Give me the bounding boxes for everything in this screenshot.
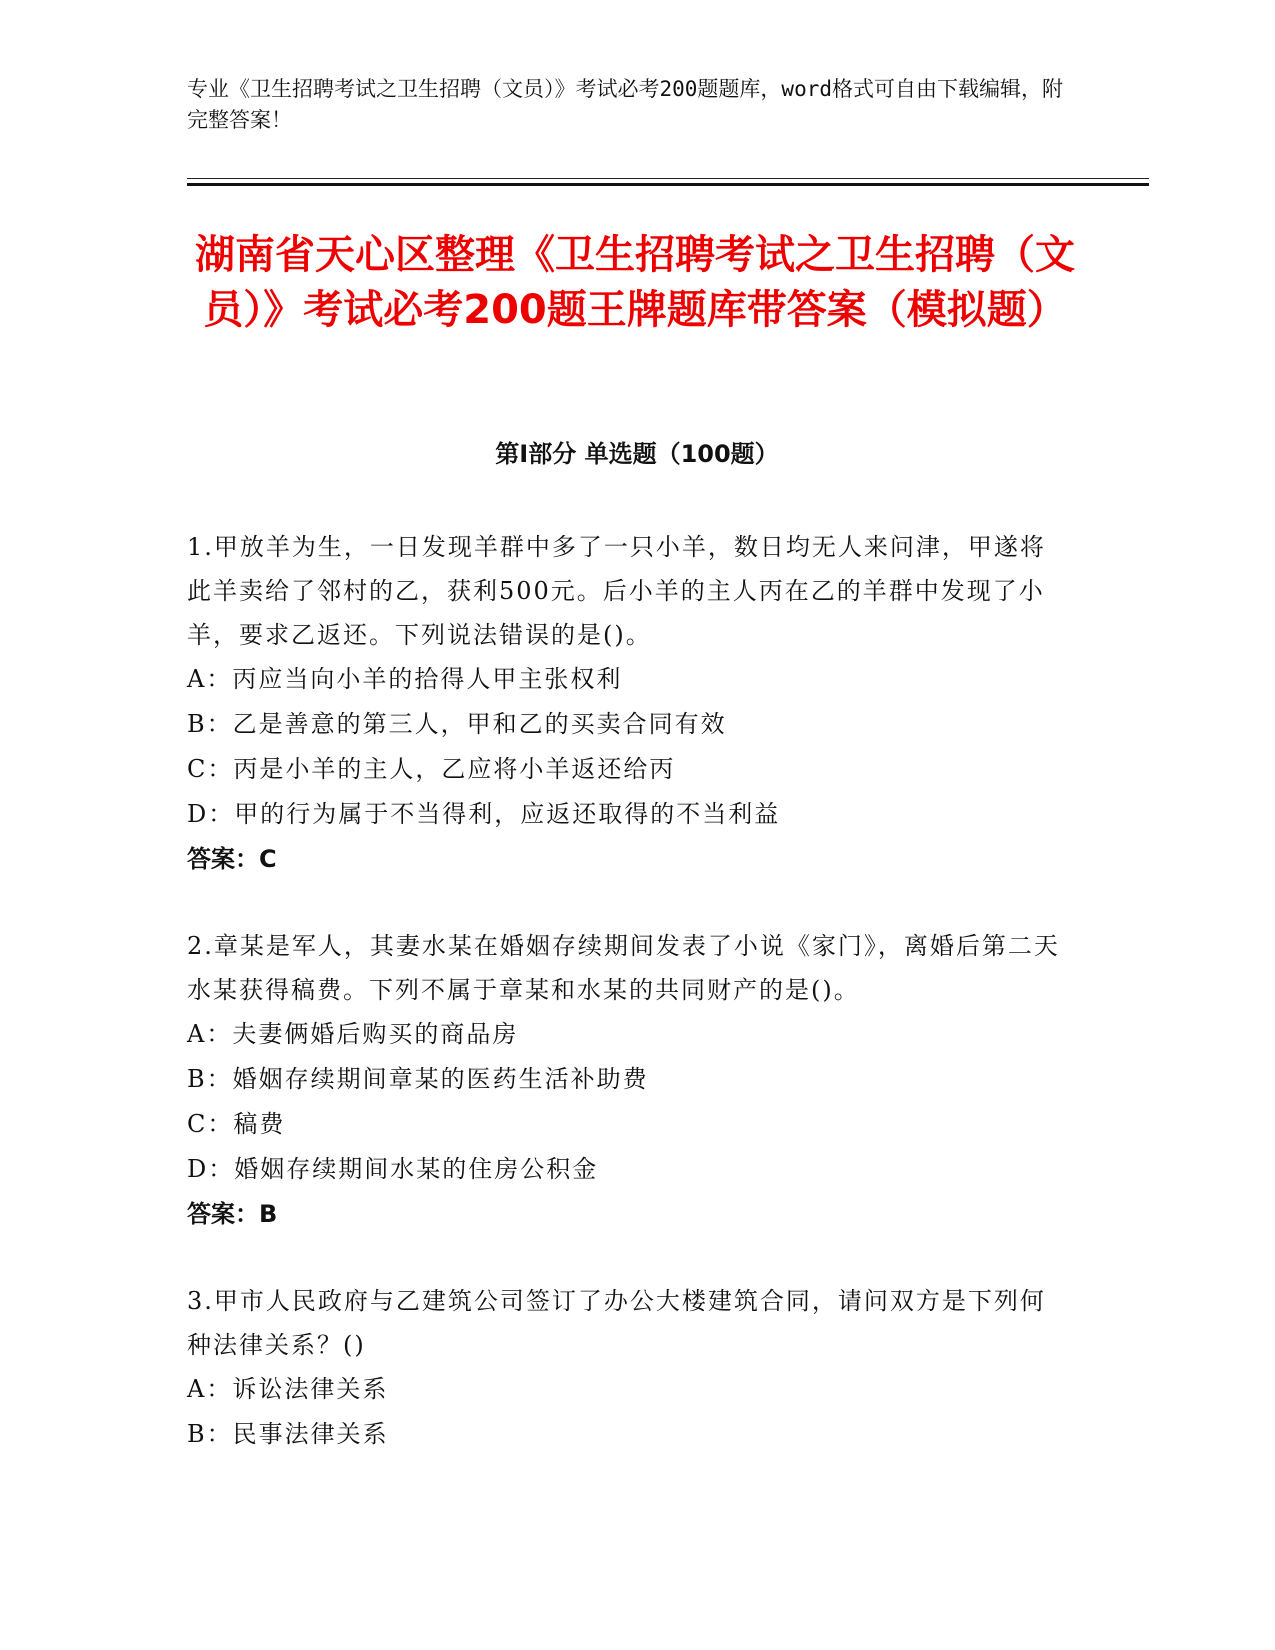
header-divider-thin [187, 178, 1149, 179]
question-1 [187, 525, 1067, 881]
question-stem: 3.甲市人民政府与乙建筑公司签订了办公大楼建筑合同，请问双方是下列何种法律关系？() [187, 1287, 1046, 1359]
option-a: A：诉讼法律关系 [187, 1375, 389, 1403]
option-b: B：婚姻存续期间章某的医药生活补助费 [187, 1065, 649, 1093]
document-title: 湖南省天心区整理《卫生招聘考试之卫生招聘（文员）》考试必考200题王牌题库带答案（模拟题） [195, 232, 1075, 333]
answer: 答案：B [187, 1200, 278, 1228]
option-c: C：丙是小羊的主人，乙应将小羊返还给丙 [187, 755, 676, 783]
header-note: 专业《卫生招聘考试之卫生招聘（文员）》考试必考200题题库，word格式可自由下载编辑，附完整答案！ [187, 77, 1063, 132]
question-3 [187, 1279, 1067, 1457]
section-heading: 第Ⅰ部分 单选题（100题） [495, 440, 779, 468]
option-d: D：婚姻存续期间水某的住房公积金 [187, 1155, 599, 1183]
question-stem: 2.章某是军人，其妻水某在婚姻存续期间发表了小说《家门》，离婚后第二天水某获得稿费。下列不属于章某和水某的共同财产的是()。 [187, 932, 1060, 1004]
option-b: B：乙是善意的第三人，甲和乙的买卖合同有效 [187, 710, 727, 738]
option-b: B：民事法律关系 [187, 1420, 389, 1448]
option-d: D：甲的行为属于不当得利，应返还取得的不当利益 [187, 800, 781, 828]
question-stem: 1.甲放羊为生，一日发现羊群中多了一只小羊，数日均无人来问津，甲遂将此羊卖给了邻村的乙，获利500元。后小羊的主人丙在乙的羊群中发现了小羊，要求乙返还。下列说法错误的是()。 [187, 533, 1046, 649]
answer: 答案：C [187, 845, 277, 873]
header-divider-thick [187, 183, 1149, 186]
option-a: A：夫妻俩婚后购买的商品房 [187, 1020, 519, 1048]
question-2 [187, 924, 1067, 1236]
option-a: A：丙应当向小羊的拾得人甲主张权利 [187, 665, 623, 693]
option-c: C：稿费 [187, 1110, 286, 1138]
question-list [187, 525, 1067, 1500]
